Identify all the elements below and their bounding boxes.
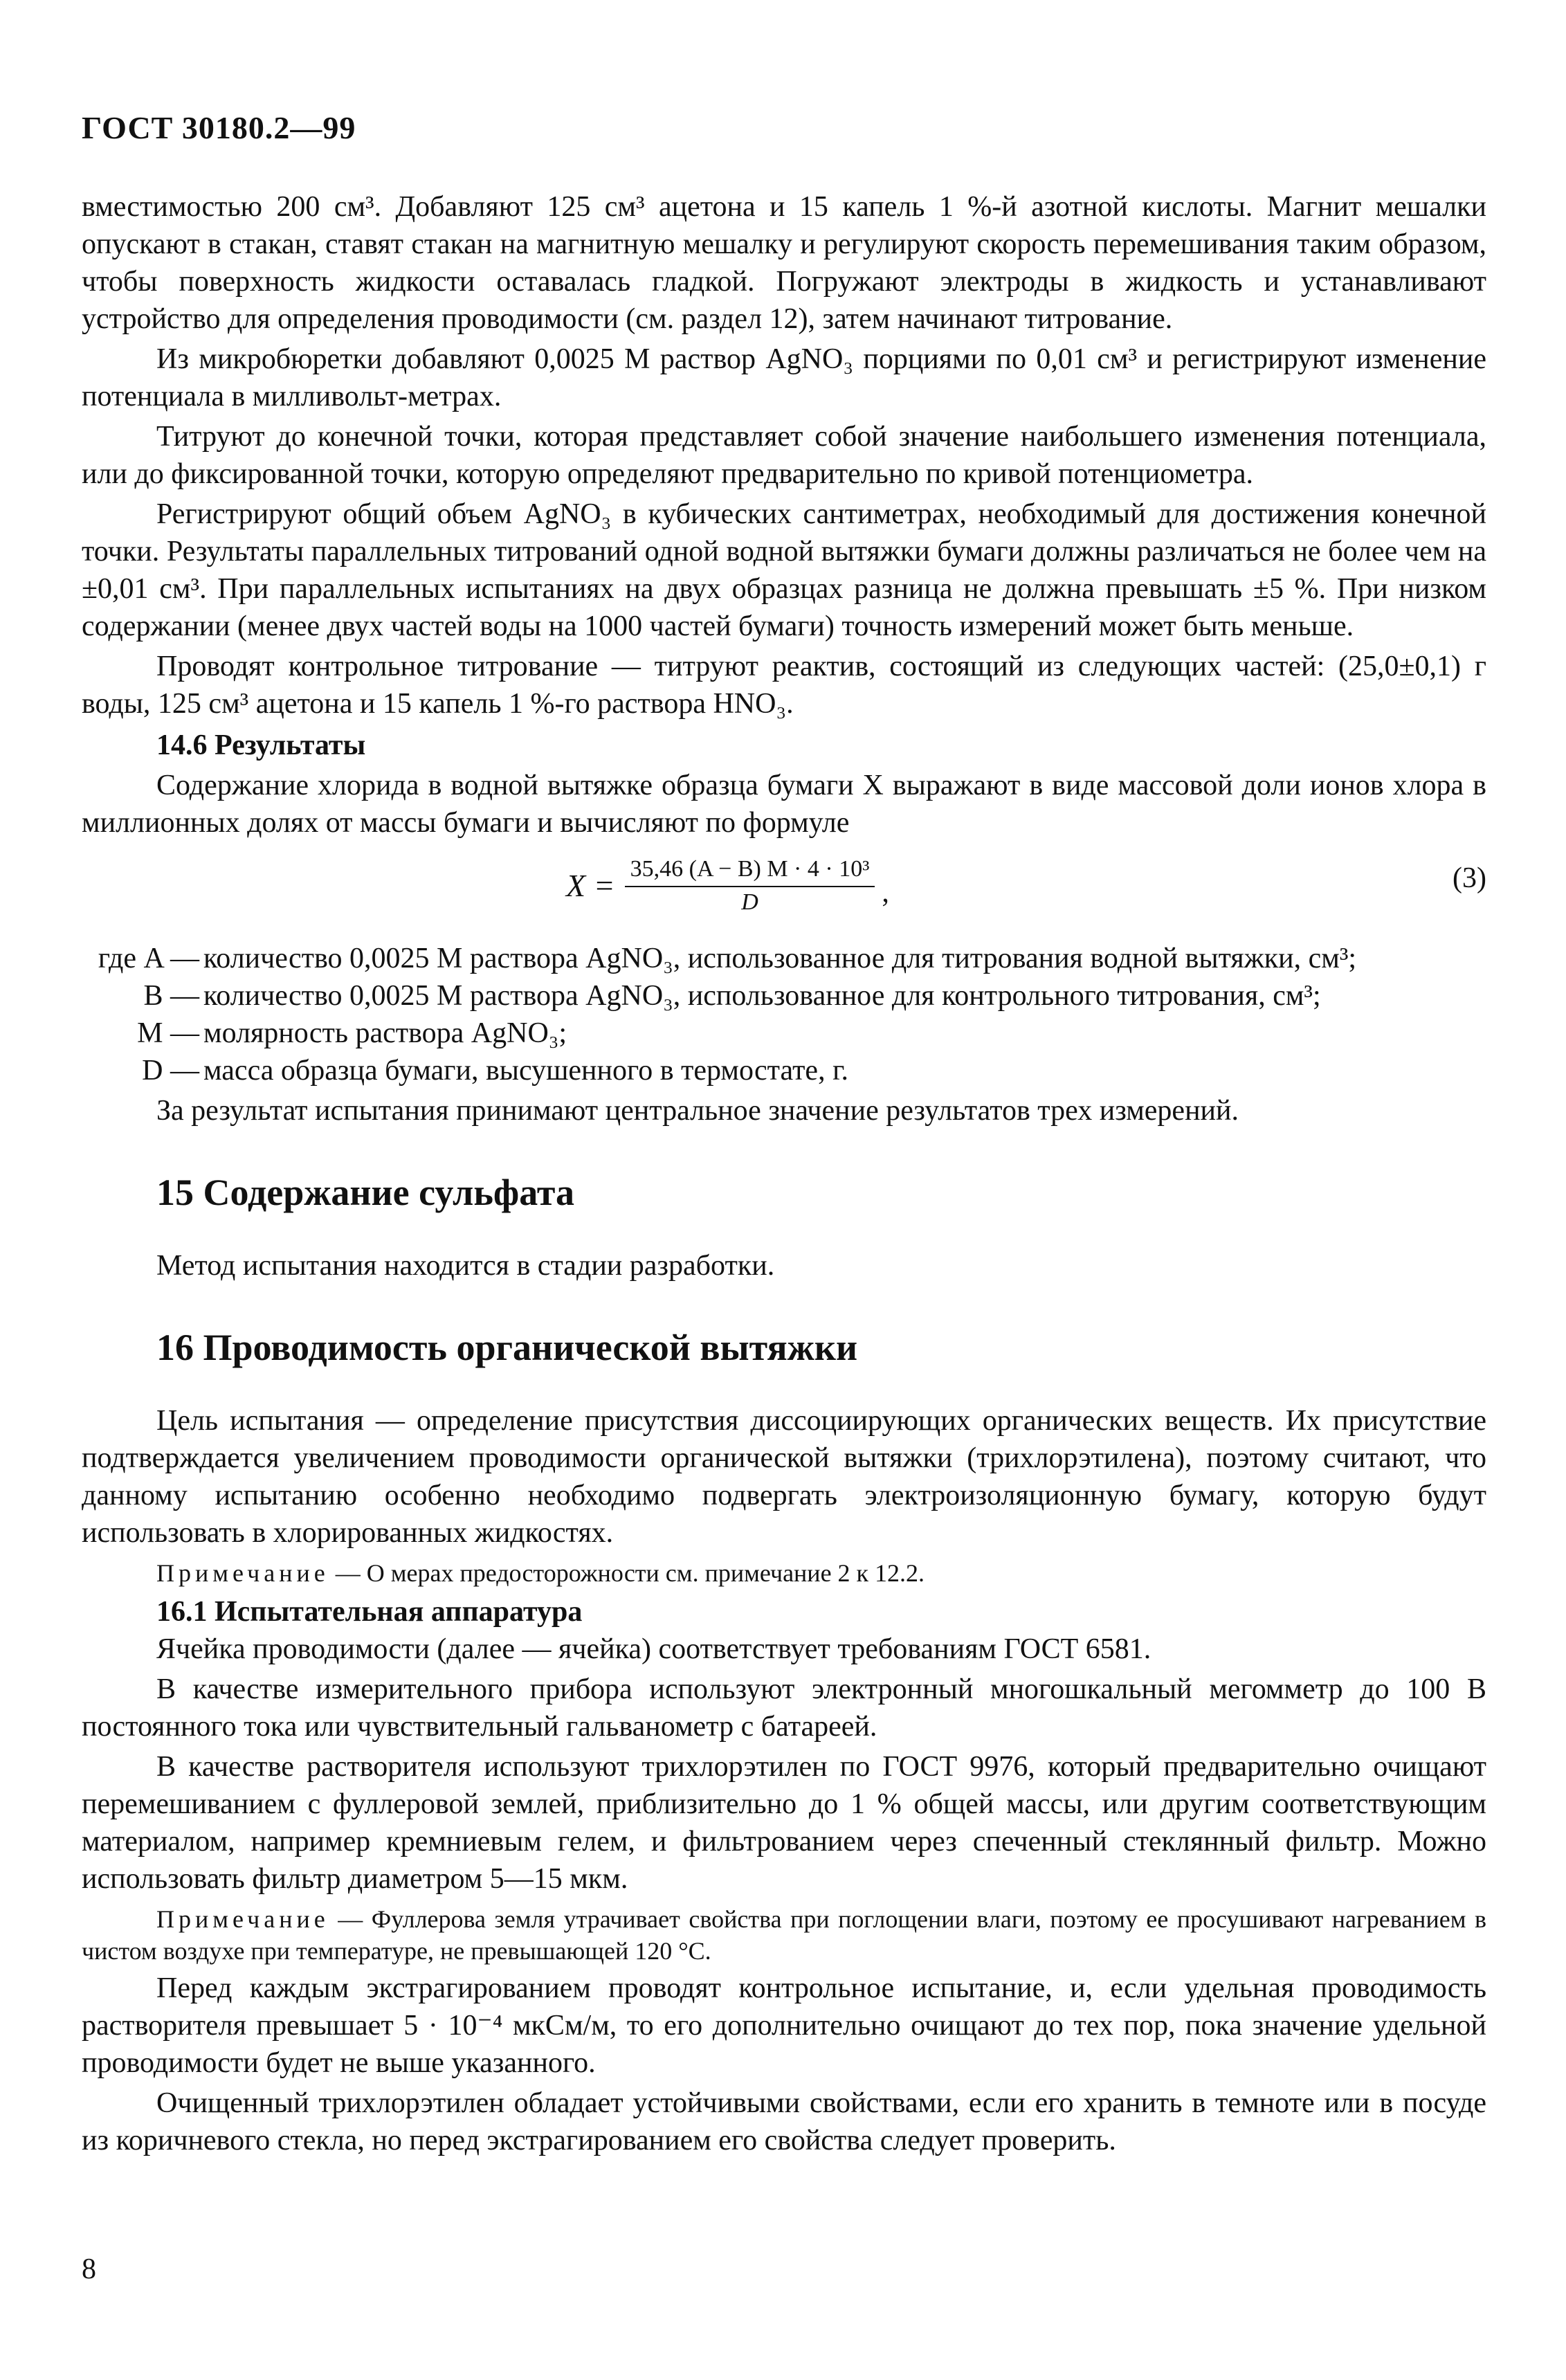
formula-expression — [566, 855, 889, 916]
paragraph-result-rule: За результат испытания принимают центральное значение результатов трех измерений. — [156, 1095, 1239, 1127]
section-title-15: 15 Содержание сульфата — [156, 1172, 575, 1213]
formula-numerator: 35,46 (A − B) M · 4 · 10³ — [625, 855, 875, 887]
formula-lhs: X = — [566, 868, 615, 903]
note-fullers-earth — [82, 1903, 1486, 1967]
definition-text: количество 0,0025 М раствора AgNO₃, использованное для титрования водной вытяжки, см³; — [203, 943, 1357, 974]
definition-b — [82, 977, 1486, 1015]
paragraph-control-test: Перед каждым экстрагированием проводят контрольное испытание, и, если удельная проводимость растворителя превышает 5 · 10⁻⁴ мкСм/м, то его дополнительно очищают до тех пор, пока значение удельной проводимости будет не выше указанного. — [82, 1972, 1486, 2079]
note-precautions — [82, 1557, 1486, 1589]
definition-text: количество 0,0025 М раствора AgNO₃, использованное для контрольного титрования, см³; — [203, 980, 1321, 1012]
formula-fraction — [625, 855, 875, 916]
standard-header: ГОСТ 30180.2—99 — [82, 110, 356, 145]
paragraph-conductivity-cell: Ячейка проводимости (далее — ячейка) соответствует требованиям ГОСТ 6581. — [156, 1633, 1151, 1665]
definition-a — [82, 940, 1486, 977]
definition-symbol: M — — [137, 1017, 199, 1049]
paragraph-endpoint: Титруют до конечной точки, которая представляет собой значение наибольшего изменения потенциала, или до фиксированной точки, которую определяют предварительно по кривой потенциометра. — [82, 421, 1486, 490]
formula-3 — [82, 851, 1486, 933]
definition-text: масса образца бумаги, высушенного в термостате, г. — [203, 1055, 849, 1087]
formula-number: (3) — [1453, 862, 1486, 894]
paragraph-measuring-device: В качестве измерительного прибора используют электронный многошкальный мегомметр до 100 В постоянного тока или чувствительный гальванометр с батареей. — [82, 1673, 1486, 1743]
paragraph-microburette: Из микробюретки добавляют 0,0025 М раствор AgNO₃ порциями по 0,01 см³ и регистрируют изменение потенциала в милливольт-метрах. — [82, 343, 1486, 412]
definition-symbol: B — — [143, 980, 199, 1012]
note-text: — О мерах предосторожности см. примечание 2 к 12.2. — [329, 1559, 925, 1587]
definition-d — [82, 1052, 1486, 1089]
paragraph-solvent: В качестве растворителя используют трихлорэтилен по ГОСТ 9976, который предварительно очищают перемешиванием с фуллеровой землей, приблизительно до 1 % общей массы, или другим соответствующим материалом, например кремниевым гелем, и фильтрованием через спеченный стеклянный фильтр. Можно использовать фильтр диаметром 5—15 мкм. — [82, 1751, 1486, 1895]
paragraph-sulfate-method: Метод испытания находится в стадии разработки. — [156, 1250, 775, 1282]
formula-trailing-comma: , — [882, 877, 889, 909]
paragraph-chloride-content: Содержание хлорида в водной вытяжке образца бумаги X выражают в виде массовой доли ионов хлора в миллионных долях от массы бумаги и вычисляют по формуле — [82, 770, 1486, 839]
page-number: 8 — [82, 2253, 96, 2285]
definition-symbol: где A — — [98, 943, 199, 974]
definition-text: молярность раствора AgNO₃; — [203, 1017, 567, 1049]
note-text: — Фуллерова земля утрачивает свойства при поглощении влаги, поэтому ее просушивают нагреванием в чистом воздухе при температуре, не превышающей 120 °С. — [82, 1905, 1486, 1965]
subsection-title-14-6: 14.6 Результаты — [156, 729, 366, 761]
definition-symbol: D — — [142, 1055, 199, 1087]
document-body — [82, 188, 1486, 2159]
note-label: Примечание — [156, 1559, 329, 1587]
paragraph-storage: Очищенный трихлорэтилен обладает устойчивыми свойствами, если его хранить в темноте или в посуде из коричневого стекла, но перед экстрагированием его свойства следует проверить. — [82, 2087, 1486, 2156]
paragraph-total-volume: Регистрируют общий объем AgNO₃ в кубических сантиметрах, необходимый для достижения конечной точки. Результаты параллельных титрований одной водной вытяжки бумаги должны различаться не более чем на ±0,01 см³. При параллельных испытаниях на двух образцах разница не должна превышать ±5 %. При низком содержании (менее двух частей воды на 1000 частей бумаги) точность измерений может быть меньше. — [82, 498, 1486, 642]
definition-m — [82, 1015, 1486, 1052]
section-title-16: 16 Проводимость органической вытяжки — [156, 1327, 858, 1368]
paragraph-control-titration: Проводят контрольное титрование — титруют реактив, состоящий из следующих частей: (25,0±0,1) г воды, 125 см³ ацетона и 15 капель 1 %-го раствора HNO₃. — [82, 651, 1486, 720]
paragraph-test-purpose: Цель испытания — определение присутствия диссоциирующих органических веществ. Их присутствие подтверждается увеличением проводимости органической вытяжки (трихлорэтилена), поэтому считают, что данному испытанию особенно необходимо подвергать электроизоляционную бумагу, которую будут использовать в хлорированных жидкостях. — [82, 1405, 1486, 1549]
formula-denominator: D — [741, 889, 758, 915]
note-label: Примечание — [156, 1905, 329, 1933]
formula-definitions — [82, 940, 1486, 1089]
subsection-title-16-1: 16.1 Испытательная аппаратура — [156, 1596, 583, 1628]
paragraph-stirring: вместимостью 200 см³. Добавляют 125 см³ ацетона и 15 капель 1 %-й азотной кислоты. Магнит мешалки опускают в стакан, ставят стакан на магнитную мешалку и регулируют скорость перемешивания таким образом, чтобы поверхность жидкости оставалась гладкой. Погружают электроды в жидкость и устанавливают устройство для определения проводимости (см. раздел 12), затем начинают титрование. — [82, 191, 1486, 335]
